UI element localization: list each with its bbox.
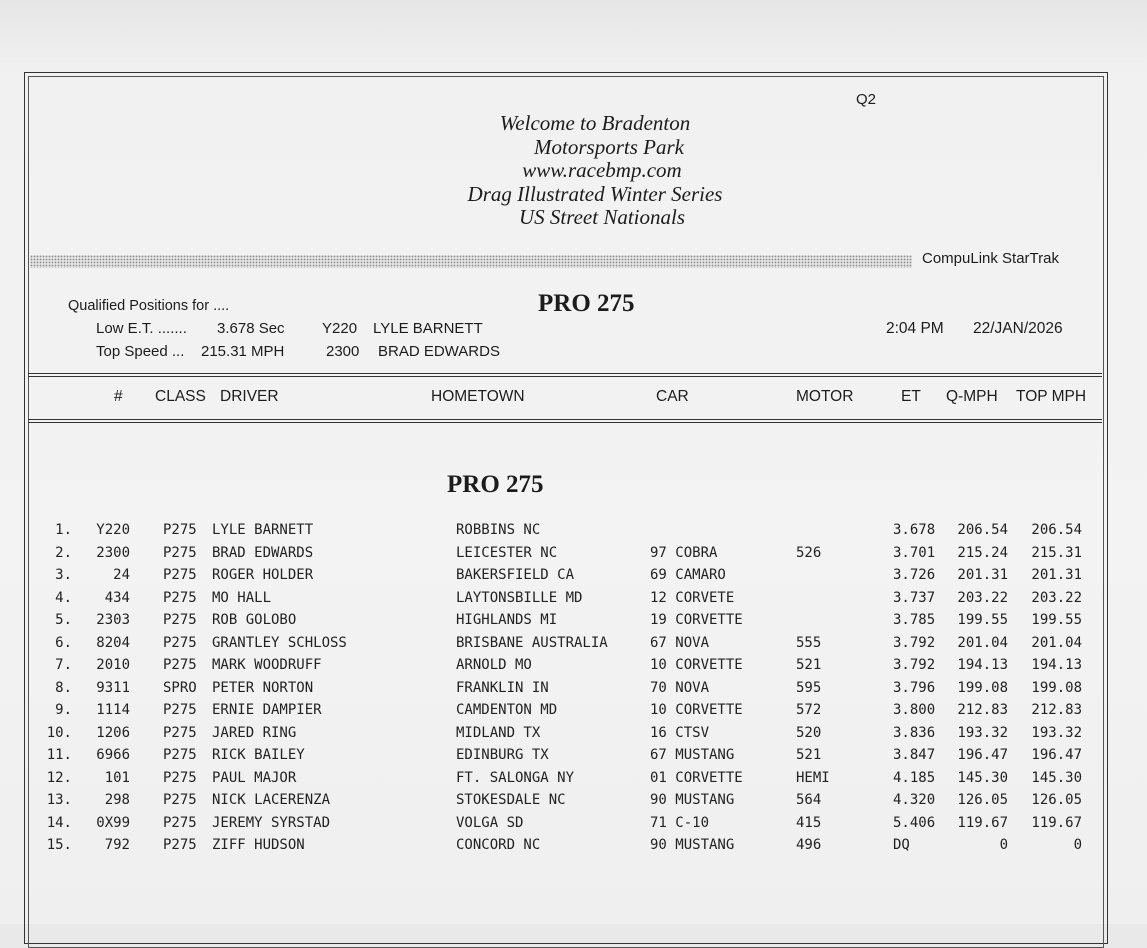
low-et-driver: LYLE BARNETT [373, 320, 483, 337]
row-motor: 521 [796, 657, 822, 673]
row-driver: ZIFF HUDSON [212, 837, 305, 853]
row-position: 6. [55, 634, 72, 651]
row-et: 3.836 [893, 724, 936, 741]
table-row [0, 747, 1147, 769]
top-speed-driver: BRAD EDWARDS [378, 343, 500, 360]
top-speed-car: 2300 [326, 343, 360, 360]
row-driver: PAUL MAJOR [212, 769, 297, 786]
row-motor: 595 [796, 679, 822, 696]
row-motor: 520 [796, 724, 822, 741]
low-et-label: Low E.T. ....... [96, 320, 187, 337]
row-car-number: 2010 [96, 657, 130, 673]
row-hometown: BAKERSFIELD CA [456, 567, 575, 583]
top-speed-label: Top Speed ... [96, 343, 185, 360]
row-driver: NICK LACERENZA [212, 792, 331, 808]
row-car: 12 CORVETE [650, 589, 735, 606]
row-car-number: 434 [104, 589, 130, 606]
row-hometown: HIGHLANDS MI [456, 612, 558, 628]
row-class: P275 [163, 747, 197, 763]
welcome-line: www.racebmp.com [522, 158, 682, 182]
welcome-line: Drag Illustrated Winter Series [467, 181, 723, 206]
row-hometown: CAMDENTON MD [456, 702, 558, 718]
row-position: 11. [46, 747, 72, 763]
table-row [0, 567, 1147, 589]
row-position: 2. [55, 544, 72, 561]
row-position: 3. [55, 567, 72, 583]
row-qmph: 194.13 [957, 657, 1008, 673]
row-car-number: 298 [104, 792, 130, 808]
row-et: 3.792 [893, 657, 936, 673]
row-top-mph: 199.55 [1031, 612, 1082, 628]
report-time: 2:04 PM [886, 320, 944, 337]
table-row [0, 657, 1147, 679]
row-top-mph: 193.32 [1031, 724, 1082, 741]
row-position: 12. [46, 769, 72, 786]
row-top-mph: 0 [1073, 837, 1082, 853]
row-et: 3.726 [893, 567, 936, 583]
dotted-separator [30, 255, 912, 268]
row-et: 5.406 [893, 814, 936, 831]
qualified-label: Qualified Positions for .... [68, 298, 230, 314]
row-car-number: 6966 [96, 747, 130, 763]
row-top-mph: 126.05 [1031, 792, 1082, 808]
row-class: P275 [163, 522, 197, 538]
row-driver: ROGER HOLDER [212, 567, 314, 583]
row-qmph: 201.04 [957, 634, 1008, 651]
col-qmph: Q-MPH [946, 388, 998, 405]
col-class: CLASS [155, 388, 206, 405]
row-driver: GRANTLEY SCHLOSS [212, 634, 347, 651]
row-car-number: 2300 [96, 544, 130, 561]
row-hometown: BRISBANE AUSTRALIA [456, 634, 608, 651]
sheet-code: Q2 [856, 91, 877, 108]
row-et: 3.678 [893, 522, 936, 538]
low-et-value: 3.678 Sec [217, 320, 285, 337]
row-class: P275 [163, 837, 197, 853]
row-class: P275 [163, 567, 197, 583]
row-car: 19 CORVETTE [650, 612, 743, 628]
table-row [0, 680, 1147, 702]
row-car: 70 NOVA [650, 679, 710, 696]
row-et: 3.792 [893, 634, 936, 651]
row-class: P275 [163, 634, 197, 651]
row-car: 90 MUSTANG [650, 837, 735, 853]
col-car: CAR [656, 388, 689, 405]
row-et: 3.701 [893, 544, 936, 561]
row-top-mph: 201.31 [1031, 567, 1082, 583]
header-rule-bottom [28, 419, 1102, 420]
row-class: P275 [163, 544, 197, 561]
row-car: 16 CTSV [650, 724, 710, 741]
header-rule-bottom-2 [28, 422, 1102, 423]
row-car-number: 2303 [96, 612, 130, 628]
row-hometown: LAYTONSBILLE MD [456, 589, 583, 606]
row-top-mph: 119.67 [1031, 814, 1082, 831]
row-car-number: 9311 [96, 679, 130, 696]
row-motor: 572 [796, 702, 822, 718]
row-hometown: STOKESDALE NC [456, 792, 566, 808]
col-hometown: HOMETOWN [431, 388, 525, 405]
row-hometown: FRANKLIN IN [456, 679, 549, 696]
welcome-block [380, 112, 810, 230]
row-class: P275 [163, 612, 197, 628]
row-position: 15. [46, 837, 72, 853]
row-et: 4.185 [893, 769, 936, 786]
col-et: ET [901, 388, 921, 405]
row-class: P275 [163, 769, 197, 786]
row-motor: HEMI [796, 769, 830, 786]
row-qmph: 206.54 [957, 522, 1008, 538]
row-et: 3.796 [893, 679, 936, 696]
row-car: 01 CORVETTE [650, 769, 743, 786]
row-car: 67 NOVA [650, 634, 710, 651]
row-car-number: 1206 [96, 724, 130, 741]
row-car: 69 CAMARO [650, 567, 726, 583]
section-title: PRO 275 [447, 471, 544, 498]
row-top-mph: 206.54 [1031, 522, 1082, 538]
row-class: SPRO [163, 679, 197, 696]
timing-system-brand: CompuLink StarTrak [922, 250, 1059, 267]
table-row [0, 815, 1147, 837]
row-qmph: 126.05 [957, 792, 1008, 808]
row-hometown: FT. SALONGA NY [456, 769, 575, 786]
row-car-number: 8204 [96, 634, 130, 651]
class-title: PRO 275 [538, 290, 635, 317]
row-qmph: 201.31 [957, 567, 1008, 583]
report-date: 22/JAN/2026 [973, 320, 1063, 337]
table-row [0, 612, 1147, 634]
table-row [0, 770, 1147, 792]
row-car: 71 C-10 [650, 814, 710, 831]
low-et-car: Y220 [322, 320, 358, 337]
row-driver: JARED RING [212, 724, 297, 741]
row-driver: RICK BAILEY [212, 747, 305, 763]
row-car-number: Y220 [96, 522, 130, 538]
row-top-mph: 196.47 [1031, 747, 1082, 763]
header-rule-top-2 [28, 376, 1102, 377]
row-top-mph: 215.31 [1031, 544, 1082, 561]
row-driver: PETER NORTON [212, 679, 314, 696]
row-motor: 564 [796, 792, 822, 808]
table-row [0, 837, 1147, 859]
table-row [0, 635, 1147, 657]
row-motor: 521 [796, 747, 822, 763]
row-et: 3.800 [893, 702, 936, 718]
row-class: P275 [163, 814, 197, 831]
row-et: 4.320 [893, 792, 936, 808]
row-car-number: 24 [113, 567, 130, 583]
row-qmph: 196.47 [957, 747, 1008, 763]
table-row [0, 590, 1147, 612]
row-car: 90 MUSTANG [650, 792, 735, 808]
row-car-number: 1114 [96, 702, 130, 718]
row-hometown: VOLGA SD [456, 814, 524, 831]
top-speed-value: 215.31 MPH [201, 343, 285, 360]
row-hometown: ROBBINS NC [456, 522, 541, 538]
row-qmph: 212.83 [957, 702, 1008, 718]
row-qmph: 199.55 [957, 612, 1008, 628]
row-driver: ROB GOLOBO [212, 612, 297, 628]
row-motor: 415 [796, 814, 822, 831]
row-motor: 555 [796, 634, 822, 651]
row-car-number: 792 [104, 837, 130, 853]
row-top-mph: 145.30 [1031, 769, 1082, 786]
col-motor: MOTOR [796, 388, 854, 405]
table-row [0, 702, 1147, 724]
row-car-number: 0X99 [96, 814, 130, 831]
table-row [0, 545, 1147, 567]
row-motor: 496 [796, 837, 822, 853]
row-qmph: 215.24 [957, 544, 1008, 561]
row-class: P275 [163, 724, 197, 741]
row-car: 67 MUSTANG [650, 747, 735, 763]
row-position: 7. [55, 657, 72, 673]
table-row [0, 725, 1147, 747]
row-hometown: EDINBURG TX [456, 747, 549, 763]
row-et: 3.737 [893, 589, 936, 606]
row-et: 3.847 [893, 747, 936, 763]
row-position: 8. [55, 679, 72, 696]
row-top-mph: 203.22 [1031, 589, 1082, 606]
row-car: 10 CORVETTE [650, 657, 743, 673]
welcome-line: US Street Nationals [518, 205, 686, 229]
row-driver: BRAD EDWARDS [212, 544, 314, 561]
row-hometown: CONCORD NC [456, 837, 541, 853]
row-qmph: 203.22 [957, 589, 1008, 606]
row-qmph: 0 [999, 837, 1008, 853]
row-top-mph: 201.04 [1031, 634, 1082, 651]
row-driver: LYLE BARNETT [212, 522, 314, 538]
row-top-mph: 199.08 [1031, 679, 1082, 696]
row-class: P275 [163, 702, 197, 718]
row-hometown: MIDLAND TX [456, 724, 541, 741]
table-row [0, 792, 1147, 814]
row-top-mph: 212.83 [1031, 702, 1082, 718]
welcome-line: Motorsports Park [534, 134, 684, 159]
row-position: 1. [55, 522, 72, 538]
row-qmph: 119.67 [957, 814, 1008, 831]
row-position: 13. [46, 792, 72, 808]
col-driver: DRIVER [220, 388, 279, 405]
row-driver: JEREMY SYRSTAD [212, 814, 331, 831]
row-et: DQ [893, 837, 910, 853]
row-position: 10. [46, 724, 72, 741]
row-et: 3.785 [893, 612, 936, 628]
row-qmph: 199.08 [957, 679, 1008, 696]
row-car: 10 CORVETTE [650, 702, 743, 718]
row-class: P275 [163, 657, 197, 673]
row-motor: 526 [796, 544, 822, 561]
row-car-number: 101 [104, 769, 130, 786]
row-top-mph: 194.13 [1031, 657, 1082, 673]
row-qmph: 145.30 [957, 769, 1008, 786]
row-hometown: ARNOLD MO [456, 657, 532, 673]
row-driver: ERNIE DAMPIER [212, 702, 322, 718]
header-rule-top [28, 373, 1102, 374]
row-position: 14. [46, 814, 72, 831]
row-position: 4. [55, 589, 72, 606]
row-driver: MARK WOODRUFF [212, 657, 322, 673]
table-row [0, 522, 1147, 544]
row-qmph: 193.32 [957, 724, 1008, 741]
welcome-line: Welcome to Bradenton [499, 111, 691, 135]
row-position: 5. [55, 612, 72, 628]
row-driver: MO HALL [212, 589, 272, 606]
row-class: P275 [163, 792, 197, 808]
row-car: 97 COBRA [650, 544, 718, 561]
row-class: P275 [163, 589, 197, 606]
row-position: 9. [55, 702, 72, 718]
col-num: # [114, 388, 123, 405]
col-topmph: TOP MPH [1016, 388, 1087, 405]
row-hometown: LEICESTER NC [456, 544, 558, 561]
